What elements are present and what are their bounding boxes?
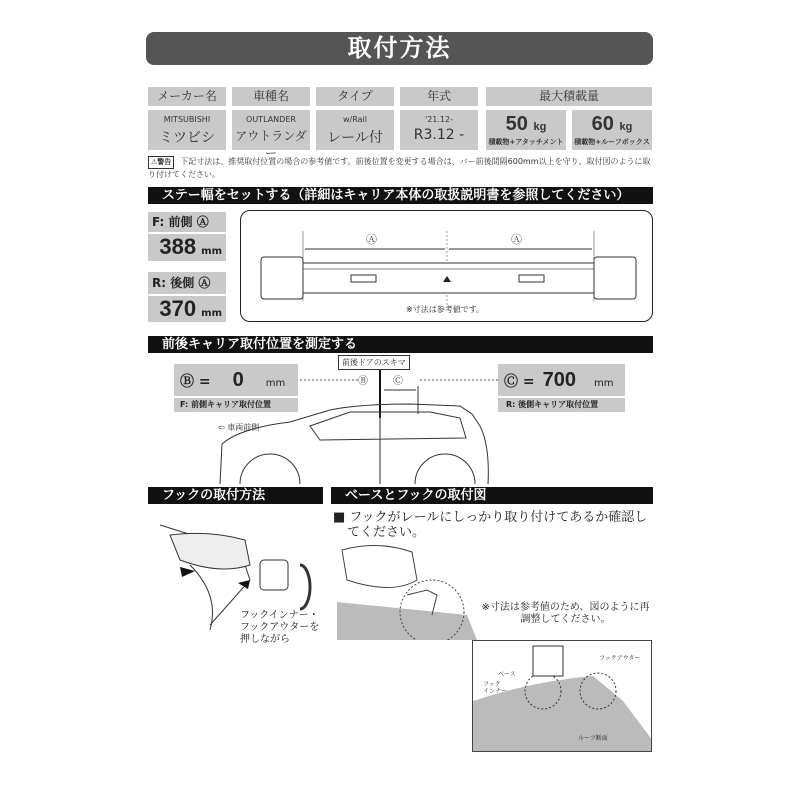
adjust-note: ※寸法は参考値のため、図のように再調整してください。: [481, 602, 650, 625]
maker-jp: ミツビシ: [159, 130, 215, 146]
model-cell: [232, 110, 310, 160]
car-side-drawing: [210, 366, 510, 486]
year-en: '21.12-: [425, 115, 453, 124]
warning: [148, 156, 653, 180]
load-note: 積載物+ルーフボックス: [574, 138, 650, 146]
front-value: 388: [159, 234, 197, 259]
section-stay-heading: ステー幅をセットする（詳細はキャリア本体の取扱説明書を参照してください）: [148, 187, 653, 204]
type-en: w/Rail: [343, 115, 367, 124]
section-base-heading: ベースとフックの取付図: [331, 487, 653, 504]
maker-cell: [148, 110, 226, 150]
b-mark: Ⓑ =: [180, 374, 211, 390]
door-gap-label: 前後ドアのスキマ: [338, 355, 410, 370]
label-base: ベース: [498, 671, 516, 678]
section-hook-heading: フックの取付方法: [148, 487, 323, 504]
model-jp: アウトランダー: [235, 129, 307, 160]
rear-label: R: 後側 Ⓐ: [148, 272, 226, 294]
header-maker: メーカー名: [148, 87, 226, 106]
hook-caption-line: フックアウターを: [240, 622, 320, 633]
c-value: 700: [542, 369, 576, 391]
load-value: 60: [591, 113, 614, 135]
warning-tag: ⚠警告: [148, 156, 174, 169]
dim-a-left: Ⓐ: [366, 233, 377, 246]
label-roof-section: ルーフ断面: [578, 735, 608, 742]
c-value-box: [498, 364, 625, 396]
load-note: 積載物+アタッチメント: [488, 138, 564, 146]
header-max-load: 最大積載量: [486, 87, 652, 106]
header-type: タイプ: [316, 87, 394, 106]
front-direction: ⇦ 車両前側: [218, 423, 260, 432]
hook-caption: [240, 610, 319, 646]
unit: mm: [593, 378, 614, 389]
check-instruction: ■ フックがレールにしっかり取り付けてあるか確認してください。: [333, 510, 648, 540]
base-hook-drawing: [337, 540, 477, 640]
year-cell: [400, 110, 478, 150]
load-unit: kg: [533, 121, 547, 133]
reference-note: ※寸法は参考値です。: [406, 305, 485, 314]
detail-inset: [472, 640, 652, 752]
label-hook-inner: フック インナー: [483, 681, 508, 695]
b-value: 0: [232, 369, 244, 391]
c-small-mark: Ⓒ: [393, 376, 403, 387]
load-unit: kg: [619, 121, 633, 133]
rear-value: 370: [159, 296, 197, 321]
label-hook-outer: フックアウター: [599, 655, 641, 662]
dim-a-right: Ⓐ: [511, 233, 522, 246]
rear-value-box: [148, 296, 226, 322]
type-cell: [316, 110, 394, 150]
c-mark: Ⓒ =: [504, 374, 535, 390]
header-model: 車種名: [232, 87, 310, 106]
c-label: R: 後側キャリア取付位置: [498, 398, 625, 412]
load-attachment: [486, 110, 566, 150]
type-jp: レール付: [327, 130, 383, 146]
unit: mm: [265, 378, 286, 389]
hook-caption-line: 押しながら: [240, 634, 290, 645]
maker-en: MITSUBISHI: [163, 115, 211, 124]
unit: mm: [201, 308, 222, 319]
load-roofbox: [572, 110, 652, 150]
warning-text: 下記寸法は、推奨取付位置の場合の参考値です。前後位置を変更する場合は、バー前後間隔600mm以上を守り、取付図のように取り付けてください。: [148, 157, 651, 179]
stay-diagram: [240, 210, 653, 322]
unit: mm: [201, 246, 222, 257]
section-measure-heading: 前後キャリア取付位置を測定する: [148, 336, 653, 353]
b-small-mark: Ⓑ: [358, 376, 368, 387]
page-title: 取付方法: [146, 32, 653, 65]
b-label: F: 前側キャリア取付位置: [174, 398, 298, 412]
hook-caption-line: フックインナー・: [240, 610, 319, 621]
year-jp: R3.12 -: [413, 127, 465, 143]
model-en: OUTLANDER: [246, 115, 296, 124]
front-value-box: [148, 234, 226, 261]
front-label: F: 前側 Ⓐ: [148, 212, 226, 232]
header-year: 年式: [400, 87, 478, 106]
load-value: 50: [505, 113, 528, 135]
